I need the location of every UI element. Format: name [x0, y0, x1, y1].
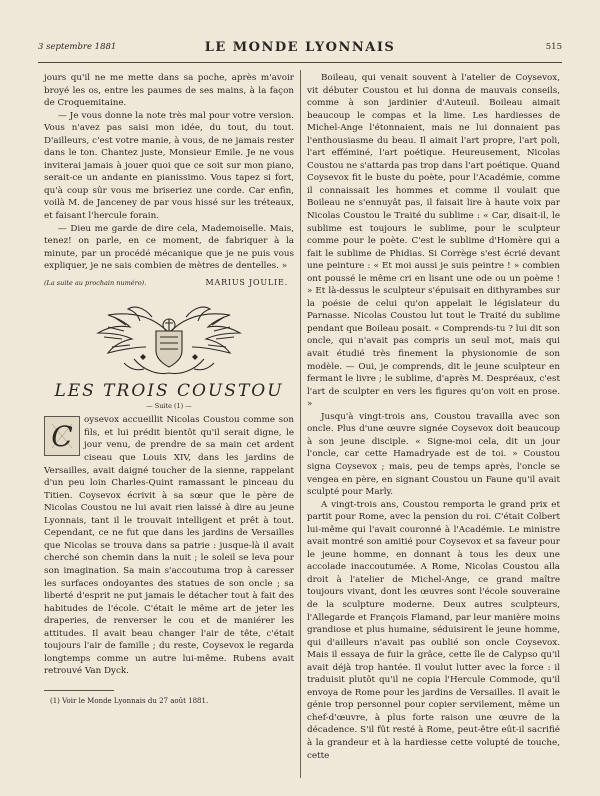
issue-date: 3 septembre 1881 — [38, 42, 117, 52]
novel-paragraph-1: jours qu'il ne me mette dans sa poche, après m'avoir broyé les os, entre les paumes de ses mains, à la façon de Croquemitaine. — [44, 73, 294, 109]
article-paragraph-text: oysevox accueillit Nicolas Coustou comme son fils, et lui prédit bientôt qu'il serait digne, le jour venu, de prendre de sa main cet ardent ciseau que Louis XIV, dans les jardins de Versailles, avait daigné toucher de la sienne, rappelant d'un peu loin Charles-Quint ramassant le pinceau du Titien. Coysevox écrivit à sa sœur que le père de Nicolas Coustou ne lui avait rien laissé à dire au jeune Lyonnais, tant il le trouvait intelligent et prêt à tout. Cependant, ce ne fut que dans les jardins de Versailles que Nicolas se trouva dans sa patrie : jusque-là il avait cherché son chemin dans la nuit ; le soleil se leva pour son imagination. Sa main s'accoutuma trop à caresser les surfaces ondoyantes des statues de son oncle ; sa liberté d'esprit ne put jamais le détacher tout à fait des habitudes de l'école. C'était le même art de jeter les draperies, de renverser le cou et de maniérer les attitudes. Il avait beau changer l'air de tête, c'était toujours l'air de famille ; du reste, Coysevox le regarda longtemps comme un autre lui-même. Rubens avait retrouvé Van Dyck. — [44, 415, 294, 677]
novel-paragraph-2: — Je vous donne la note très mal pour votre version. Vous n'avez pas saisi mon idée, du tout, du tout. D'ailleurs, c'est votre manie, à vous, de ne jamais rester dans le ton. Chantez juste, Monsieur Emile. Je ne vous inviterai jamais à jouer quoi que ce soit sur mon piano, serait-ce un andante en pianissimo. Vous tapez si fort, qu'à coup sûr vous me briseriez une corde. Car enfin, voilà M. de Janceney de par vous hissé sur les tréteaux, et faisant l'hercule forain. — [44, 110, 294, 222]
journal-title: LE MONDE LYONNAIS — [204, 40, 396, 55]
header-rule — [38, 62, 562, 63]
decorative-vignette-illustration — [74, 297, 264, 381]
left-column — [44, 72, 294, 707]
article-paragraph-coysevox: Jusqu'à vingt-trois ans, Coustou travailla avec son oncle. Plus d'une œuvre signée Coysevox doit beaucoup à son jeune disciple. « Signe-moi cela, dit un jour l'oncle, car cette Hamadryade est de toi. » Coustou signa Coysevox ; mais, peu de temps après, l'oncle se vengea en père, en signant Coustou un Faune qu'il avait sculpté pour Marly. — [307, 411, 560, 498]
article-paragraph-rome: A vingt-trois ans, Coustou remporta le grand prix et partit pour Rome, avec la pension du roi. C'était Colbert lui-même qui l'avait couronné à l'Académie. Le ministre avait montré son amitié pour Coysevox et sa faveur pour le jeune homme, en donnant à tous les deux une accolade inaccoutumée. A Rome, Nicolas Coustou alla droit à l'atelier de Michel-Ange, ce grand maître toujours vivant, dont les œuvres sont l'école souveraine de la sculpture moderne. Deux autres sculpteurs, l'Allegarde et François Flamand, par leur manière moins grandiose et plus humaine, séduisirent le jeune homme, qui d'ailleurs n'avait pas oublié son oncle Coysevox. Mais il essaya de fuir la grâce, cette île de Calypso qu'il avait déjà trop hantée. Il voulut lutter avec la force : il traduisit plutôt qu'il ne copia l'Hercule Commode, qu'il envoya de Rome pour les jardins de Versailles. Il avait le génie trop personnel pour copier servilement, même un chef-d'œuvre, à plus forte raison une œuvre de la décadence. S'il fût resté à Rome, peut-être eût-il sacrifié à la grandeur et à la hardiesse cette volupté de touche, cette — [307, 499, 560, 761]
ornamental-dropcap — [44, 416, 80, 456]
article-paragraph — [44, 414, 294, 677]
footnote: (1) Voir le Monde Lyonnais du 27 août 1881. — [50, 696, 209, 705]
article-suite-label: — Suite (1) — — [146, 401, 192, 410]
author-signature: MARIUS JOULIE. — [205, 277, 288, 287]
page-number: 515 — [545, 42, 562, 52]
continuation-note: (La suite au prochain numéro). — [44, 278, 147, 287]
article-title: LES TROIS COUSTOU — [54, 381, 284, 402]
footnote-rule — [44, 690, 114, 691]
page-header — [38, 40, 562, 56]
right-column — [307, 72, 560, 762]
novel-paragraph-3: — Dieu me garde de dire cela, Mademoiselle. Mais, tenez! on parle, en ce moment, de fabriquer à la minute, par un procédé mécanique que je ne puis vous expliquer, je ne sais combien de mètres de dentelles. » — [44, 223, 294, 272]
article-paragraph-boileau: Boileau, qui venait souvent à l'atelier de Coysevox, vit débuter Coustou et lui donna de mauvais conseils, comme à son jardinier d'Auteuil. Boileau aimait beaucoup le compas et la lime. Les hardiesses de Michel-Ange l'étonnaient, mais ne lui donnaient pas l'enthousiasme du beau. Il aimait l'art propre, l'art poli, l'art efféminé, l'art poétique. Heureusement, Nicolas Coustou ne s'attarda pas trop dans l'art poétique. Quand Coysevox fit le buste du poète, pour l'Académie, comme il connaissait les hommes et comme il voulait que Boileau ne s'ennuyât pas, il faisait lire à haute voix par Nicolas Coustou le Traité du sublime : « Car, disait-il, le sublime est toujours le sublime, pour le sculpteur comme pour le poète. C'est le sublime d'Homère qui a fait le sublime de Phidias. Si Corrège s'est écrié devant une peinture : « Et moi aussi je suis peintre ! » combien ont poussé le même cri en lisant une ode ou un poème ! » Et là-dessus le sculpteur s'épuisait en dithyrambes sur la poésie de celui qu'on appelait le législateur du Parnasse. Nicolas Coustou lut tout le Traité du sublime pendant que Boileau posait. « Comprends-tu ? lui dit son oncle, qui n'avait pas compris un seul mot, mais qui avait étudié très finement la physionomie de son modèle. — Oui, je comprends, dit le jeune sculpteur en fermant le livre ; le sublime, d'après M. Despréaux, c'est l'art de sculpter en vers les figures qu'on voit en prose. » — [307, 73, 560, 410]
svg-text:C: C — [51, 420, 73, 454]
column-divider — [300, 70, 301, 778]
signature-line — [44, 277, 294, 290]
